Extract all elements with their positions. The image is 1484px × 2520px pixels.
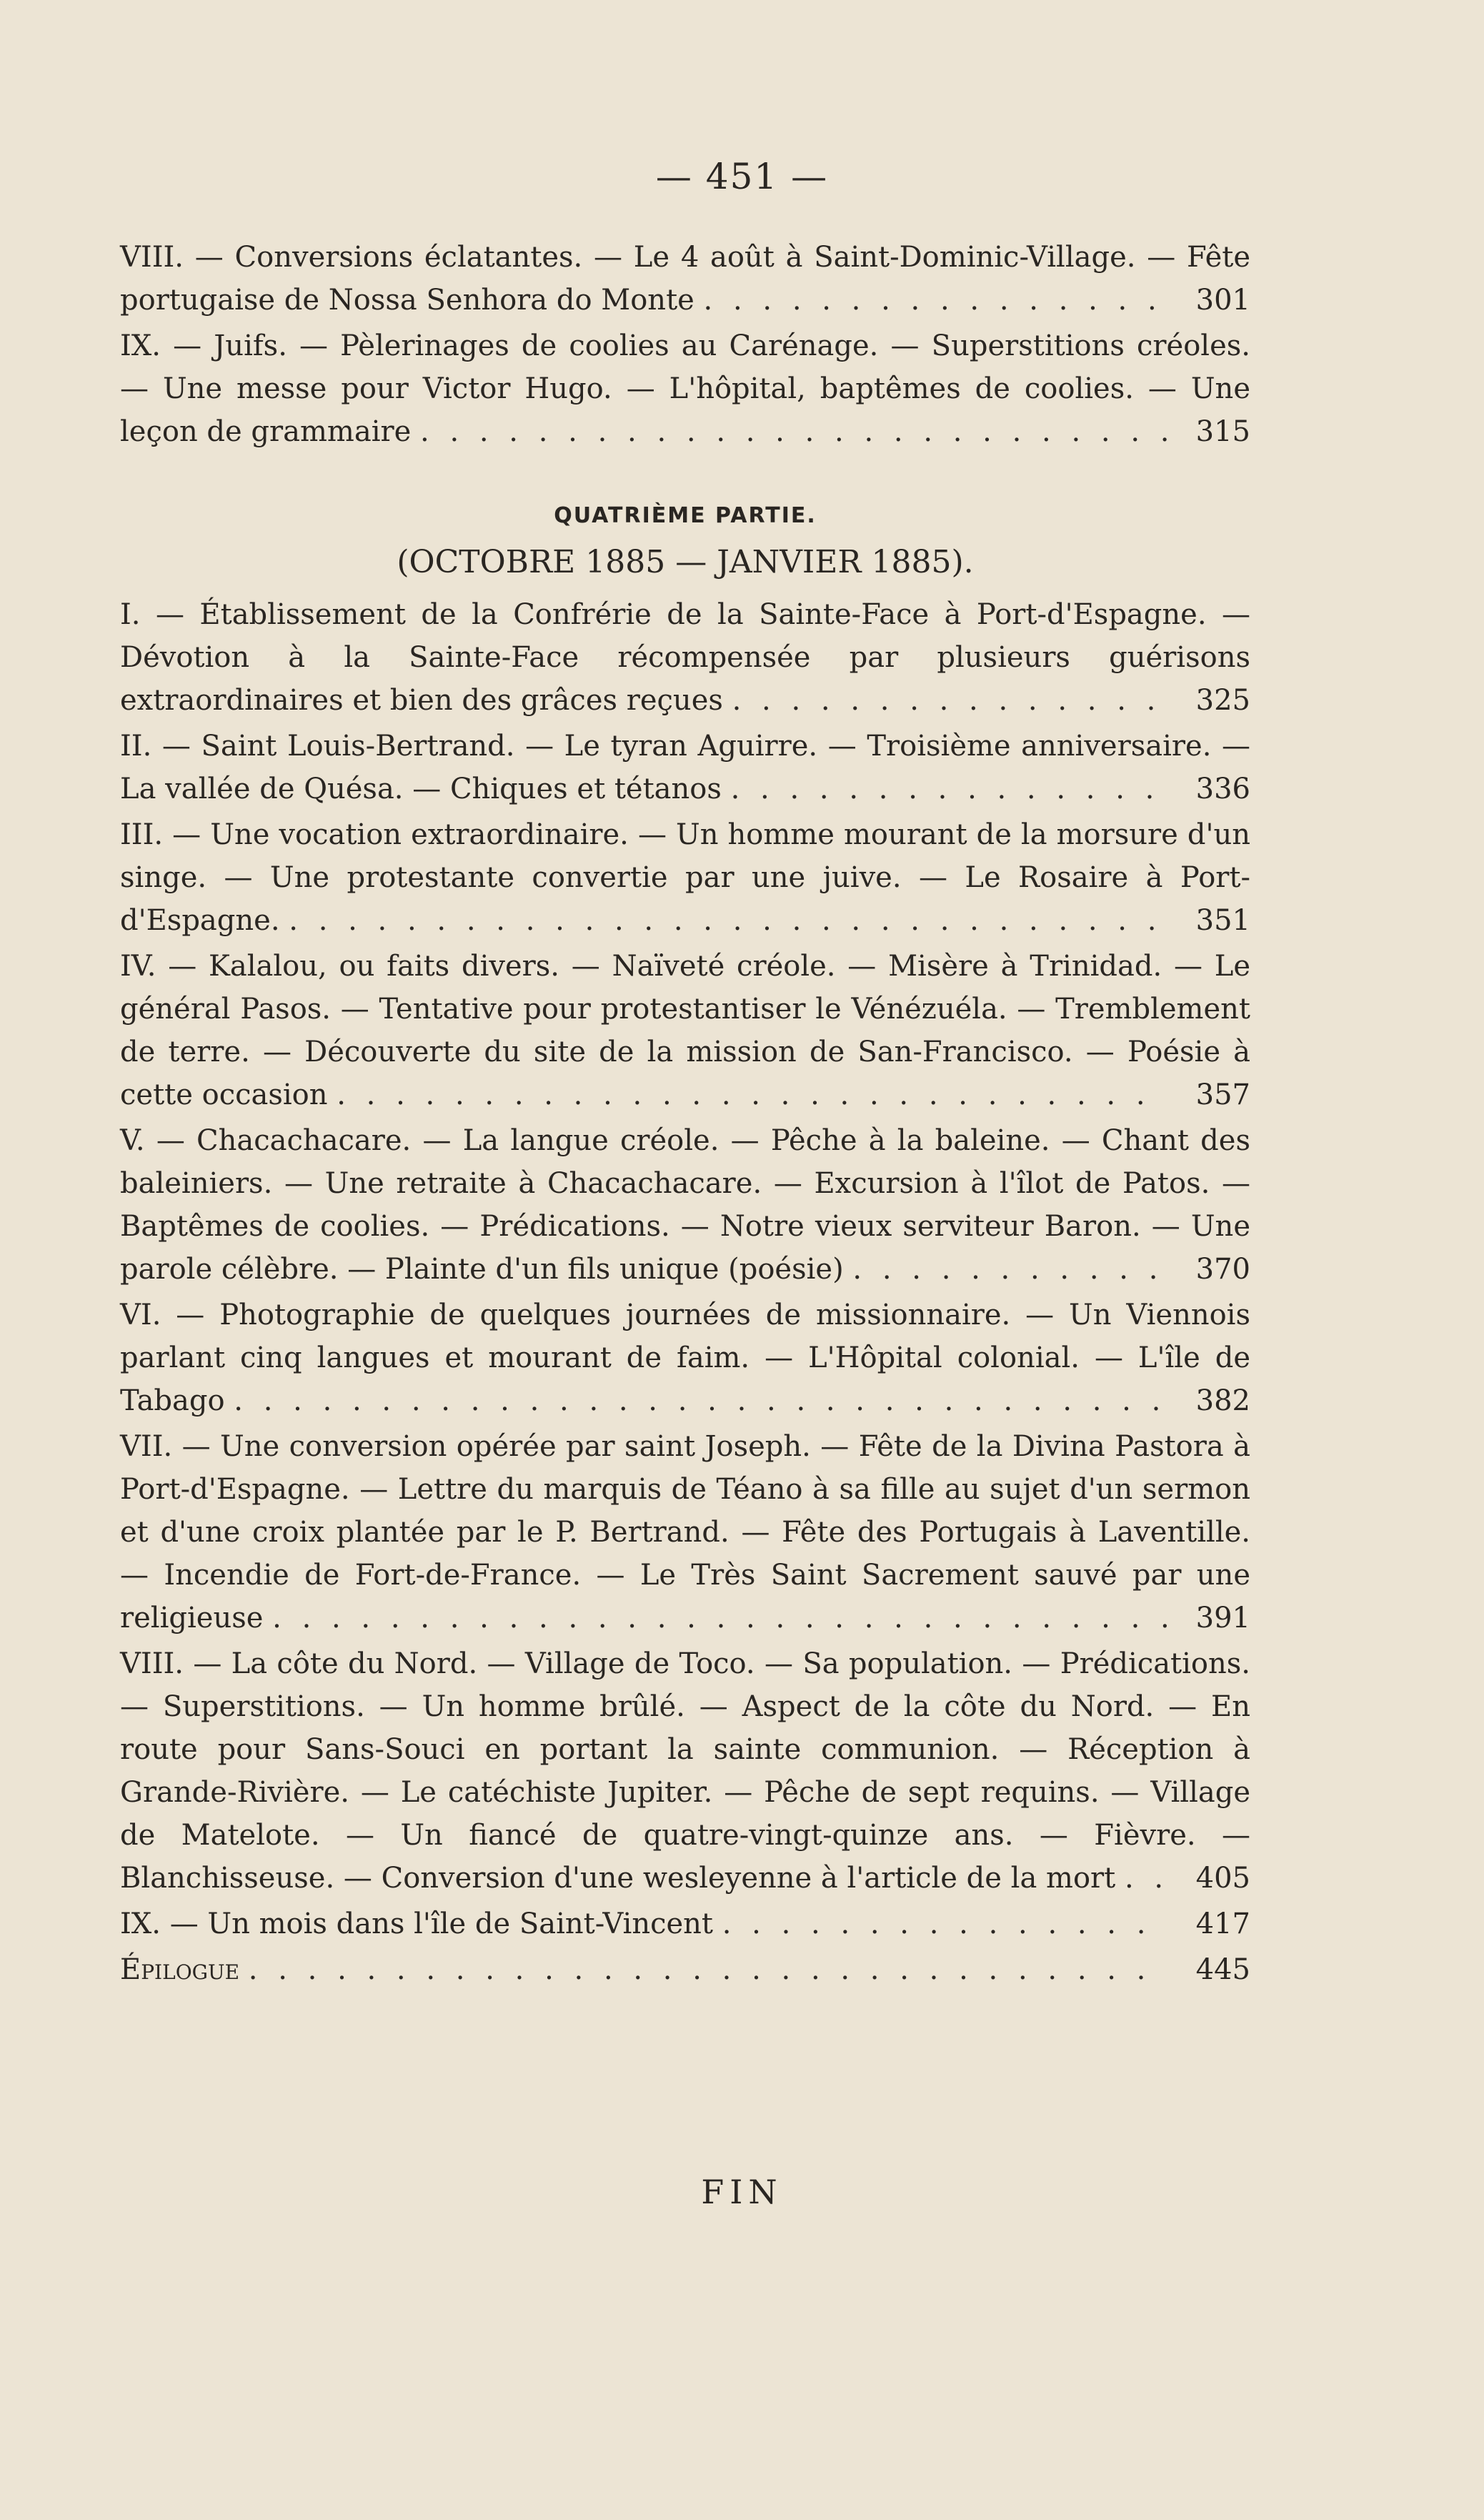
toc-entry-text: IX. — Un mois dans l'île de Saint-Vincent [120,1908,713,1940]
dot-leader: . . . . . . . . . . . . . . . . . . . . . . . . . . . . . . . . [234,1384,1167,1417]
dot-leader: . . [1124,1862,1170,1895]
toc-entry [120,1294,1250,1422]
dot-leader: . . . . . . . . . . . [852,1253,1164,1286]
toc-entry [120,725,1250,810]
toc-entry-text: Épilogue [120,1953,240,1986]
section-date-range: (OCTOBRE 1885 — JANVIER 1885). [397,544,974,580]
toc-entry [120,945,1250,1116]
toc-entry-page: 357 [1186,1073,1250,1116]
dot-leader: . . . . . . . . . . . . . . . [730,773,1160,805]
toc-entry-page: 325 [1186,679,1250,722]
table-of-contents [120,236,1250,1994]
toc-entry-text: II. — Saint Louis-Bertrand. — Le tyran Aguirre. — Troisième anniversaire. — La vallée de Quésa. — Chiques et tétanos [120,730,1250,805]
toc-entry-page: 382 [1186,1379,1250,1422]
end-marker: FIN [701,2173,783,2211]
page-number: — 451 — [655,156,829,197]
toc-entry-text: VIII. — La côte du Nord. — Village de Toco. — Sa population. — Prédications. — Superstitions. — Un homme brûlé. — Aspect de la côte du Nord. — En route pour Sans-Souci en portant la sainte communion. — Réception à Grande-Rivière. — Le catéchiste Jupiter. — Pêche de sept requins. — Village de Matelote. — Un fiancé de quatre-vingt-quinze ans. — Fièvre. — Blanchisseuse. — Conversion d'une wesleyenne à l'article de la mort [120,1647,1250,1895]
toc-entry-page: 405 [1186,1857,1250,1900]
dot-leader: . . . . . . . . . . . . . . . [732,684,1162,717]
dot-leader: . . . . . . . . . . . . . . . . [703,284,1162,317]
toc-entry-text: VII. — Une conversion opérée par saint Joseph. — Fête de la Divina Pastora à Port-d'Espagne. — Lettre du marquis de Téano à sa fille au sujet d'un sermon et d'une croix plantée par le P. Bertrand. — Fête des Portugais à Laventille. — Incendie de Fort-de-France. — Le Très Saint Sacrement sauvé par une religieuse [120,1430,1250,1634]
toc-entry-page: 301 [1186,279,1250,322]
toc-entry [120,236,1250,322]
toc-entry-text: VI. — Photographie de quelques journées de missionnaire. — Un Viennois parlant cinq langues et mourant de faim. — L'Hôpital colonial. — L'île de Tabago [120,1299,1250,1417]
toc-entry-epilogue [120,1948,1250,1991]
toc-entry-page: 315 [1186,410,1250,453]
toc-entry [120,1903,1250,1945]
toc-entry-text: I. — Établissement de la Confrérie de la Sainte-Face à Port-d'Espagne. — Dévotion à la Sainte-Face récompensée par plusieurs guérisons extraordinaires et bien des grâces reçues [120,598,1250,717]
toc-entry-page: 417 [1186,1903,1250,1945]
toc-entry-text: VIII. — Conversions éclatantes. — Le 4 août à Saint-Dominic-Village. — Fête portugaise de Nossa Senhora do Monte [120,241,1250,317]
toc-entry-text: III. — Une vocation extraordinaire. — Un homme mourant de la morsure d'un singe. — Une protestante convertie par une juive. — Le Rosaire à Port-d'Espagne. [120,818,1250,937]
dot-leader: . . . . . . . . . . . . . . . . . . . . . . . . . . [420,415,1175,448]
dot-leader: . . . . . . . . . . . . . . . . . . . . . . . . . . . . [337,1078,1151,1111]
toc-entry-text: IX. — Juifs. — Pèlerinages de coolies au Carénage. — Superstitions créoles. — Une messe pour Victor Hugo. — L'hôpital, baptêmes de coolies. — Une leçon de grammaire [120,329,1250,448]
toc-entry-page: 351 [1186,899,1250,942]
toc-entry-page: 370 [1186,1248,1250,1291]
toc-entry [120,1119,1250,1291]
toc-entry [120,1642,1250,1900]
toc-entry-page: 391 [1186,1597,1250,1640]
toc-entry-text: V. — Chacachacare. — La langue créole. — Pêche à la baleine. — Chant des baleiniers. — Une retraite à Chacachacare. — Excursion à l'îlot de Patos. — Baptêmes de coolies. — Prédications. — Notre vieux serviteur Baron. — Une parole célèbre. — Plainte d'un fils unique (poésie) [120,1124,1250,1286]
toc-entry [120,324,1250,453]
section-heading: QUATRIÈME PARTIE. [554,503,817,528]
toc-entry [120,1425,1250,1640]
toc-entry-page: 445 [1186,1948,1250,1991]
toc-entry-page: 336 [1186,768,1250,810]
dot-leader: . . . . . . . . . . . . . . . . . . . . . . . . . . . . . . . [272,1602,1175,1634]
dot-leader: . . . . . . . . . . . . . . . . . . . . . . . . . . . . . . [289,904,1162,937]
dot-leader: . . . . . . . . . . . . . . . [722,1908,1152,1940]
toc-entry-text: IV. — Kalalou, ou faits divers. — Naïveté créole. — Misère à Trinidad. — Le général Pasos. — Tentative pour protestantiser le Vénézuéla. — Tremblement de terre. — Découverte du site de la mission de San-Francisco. — Poésie à cette occasion [120,950,1250,1111]
toc-entry [120,593,1250,722]
toc-entry [120,813,1250,942]
dot-leader: . . . . . . . . . . . . . . . . . . . . . . . . . . . . . . . [248,1953,1152,1986]
